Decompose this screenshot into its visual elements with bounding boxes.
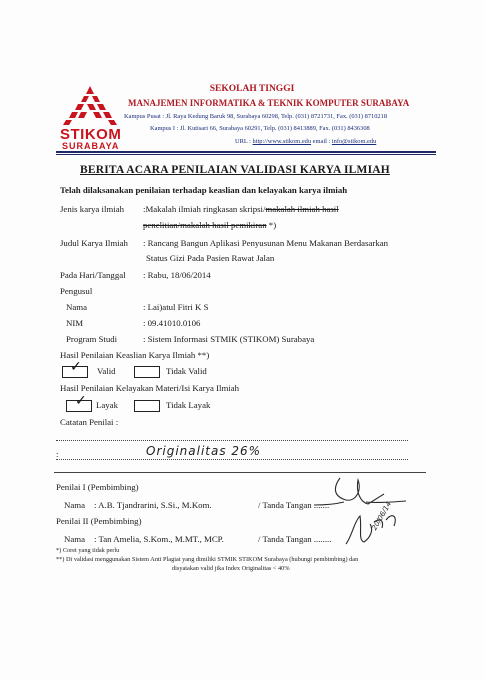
jenis-struck-text-2: penelitian/makalah hasil pemikiran: [143, 220, 267, 230]
address-campus-1: Kampus I : Jl. Kutisari 66, Surabaya 60291, Telp. (031) 8413889, Fax. (031) 8436308: [150, 125, 370, 132]
document-title: BERITA ACARA PENILAIAN VALIDASI KARYA ILMIAH: [80, 164, 390, 176]
prodi-value: : Sistem Informasi STMIK (STIKOM) Surabaya: [143, 334, 315, 344]
judul-value-line1: : Rancang Bangun Aplikasi Penyusunan Menu Makanan Berdasarkan: [143, 238, 389, 248]
catatan-handwritten-note: Originalitas 26%: [146, 444, 262, 458]
address-main: Kampus Pusat : Jl. Raya Kedung Baruk 98, Surabaya 60298, Telp. (031) 8721731, Fax. (031) 8710218: [124, 113, 388, 120]
tidak-valid-option-label: Tidak Valid: [166, 366, 207, 376]
contact-line: [235, 138, 376, 145]
header-rule-thin: [56, 154, 436, 155]
catatan-colon: :: [56, 449, 59, 459]
valid-checkmark-icon: ✓: [70, 359, 82, 375]
valid-option-label: Valid: [97, 366, 116, 376]
logo-subtitle: SURABAYA: [62, 141, 120, 151]
email-link[interactable]: info@stikom.edu: [331, 138, 377, 145]
footnote-1: *) Coret yang tidak perlu: [56, 547, 120, 554]
tidak-valid-checkbox[interactable]: [134, 366, 160, 378]
layak-checkmark-icon: ✓: [75, 393, 87, 409]
tidak-layak-option-label: Tidak Layak: [166, 400, 211, 410]
url-label: URL :: [235, 138, 251, 145]
jenis-label: Jenis karya ilmiah: [60, 204, 125, 214]
penilai2-heading: Penilai II (Pembimbing): [56, 516, 142, 526]
footnote-2: **) Di validasi menggunakan Sistem Anti Plagiat yang dimiliki STMIK STIKOM Surabaya (hubungi pembimbing) dan: [56, 556, 359, 563]
nim-value: : 09.41010.0106: [143, 318, 201, 328]
jenis-value-line2: [143, 220, 276, 230]
nim-label: NIM: [66, 318, 84, 328]
header-rule-thick: [56, 151, 436, 153]
jenis-value-line1: [143, 204, 425, 214]
penilai2-nama-value: : Tan Amelia, S.Kom., M.MT., MCP.: [94, 534, 224, 544]
nama-value: : Lai)atul Fitri K S: [143, 302, 209, 312]
pengusul-label: Pengusul: [60, 286, 93, 296]
judul-label: Judul Karya Ilmiah: [60, 238, 128, 248]
prodi-label: Program Studi: [66, 334, 118, 344]
keaslian-label: Hasil Penilaian Keaslian Karya Ilmiah **): [60, 350, 210, 360]
penilai1-heading: Penilai I (Pembimbing): [56, 482, 139, 492]
judul-value-line2: Status Gizi Pada Pasien Rawat Jalan: [146, 253, 275, 263]
jenis-value-text: :Makalah ilmiah ringkasan skripsi/: [143, 204, 266, 214]
institution-line-2: MANAJEMEN INFORMATIKA & TEKNIK KOMPUTER SURABAYA: [128, 98, 410, 108]
jenis-struck-text: makalah ilmiah hasil: [265, 204, 339, 214]
logo-wordmark: STIKOM: [60, 126, 122, 143]
layak-option-label: Layak: [96, 400, 118, 410]
email-label: email :: [312, 138, 331, 145]
jenis-footnote-mark: *): [266, 220, 277, 230]
penilai2-nama-label: Nama: [64, 534, 86, 544]
website-link[interactable]: http://www.stikom.edu: [252, 138, 312, 145]
footnote-3: disyatakan valid jika Index Originalitas < 40%: [172, 565, 290, 572]
penilai2-ttd-label: / Tanda Tangan ........: [258, 534, 332, 544]
tanggal-label: Pada Hari/Tanggal: [60, 270, 126, 280]
catatan-label: Catatan Penilai :: [60, 417, 119, 427]
tidak-layak-checkbox[interactable]: [134, 400, 160, 412]
kelayakan-label: Hasil Penilaian Kelayakan Materi/Isi Karya Ilmiah: [60, 383, 240, 393]
catatan-dotted-line-2: [56, 459, 408, 460]
penilai1-ttd-label: / Tanda Tangan .......: [258, 500, 330, 510]
nama-label: Nama: [66, 302, 88, 312]
intro-text: Telah dilaksanakan penilaian terhadap keaslian dan kelayakan karya ilmiah: [60, 185, 348, 195]
penilai1-nama-value: : A.B. Tjandrarini, S.Si., M.Kom.: [94, 500, 212, 510]
penilai1-nama-label: Nama: [64, 500, 86, 510]
penilai2-signature-date: 20/06/14: [370, 500, 394, 532]
penilai1-signature: [306, 472, 410, 512]
tanggal-value: : Rabu, 18/06/2014: [143, 270, 211, 280]
catatan-dotted-line-1: [56, 440, 408, 441]
institution-line-1: SEKOLAH TINGGI: [209, 84, 295, 94]
